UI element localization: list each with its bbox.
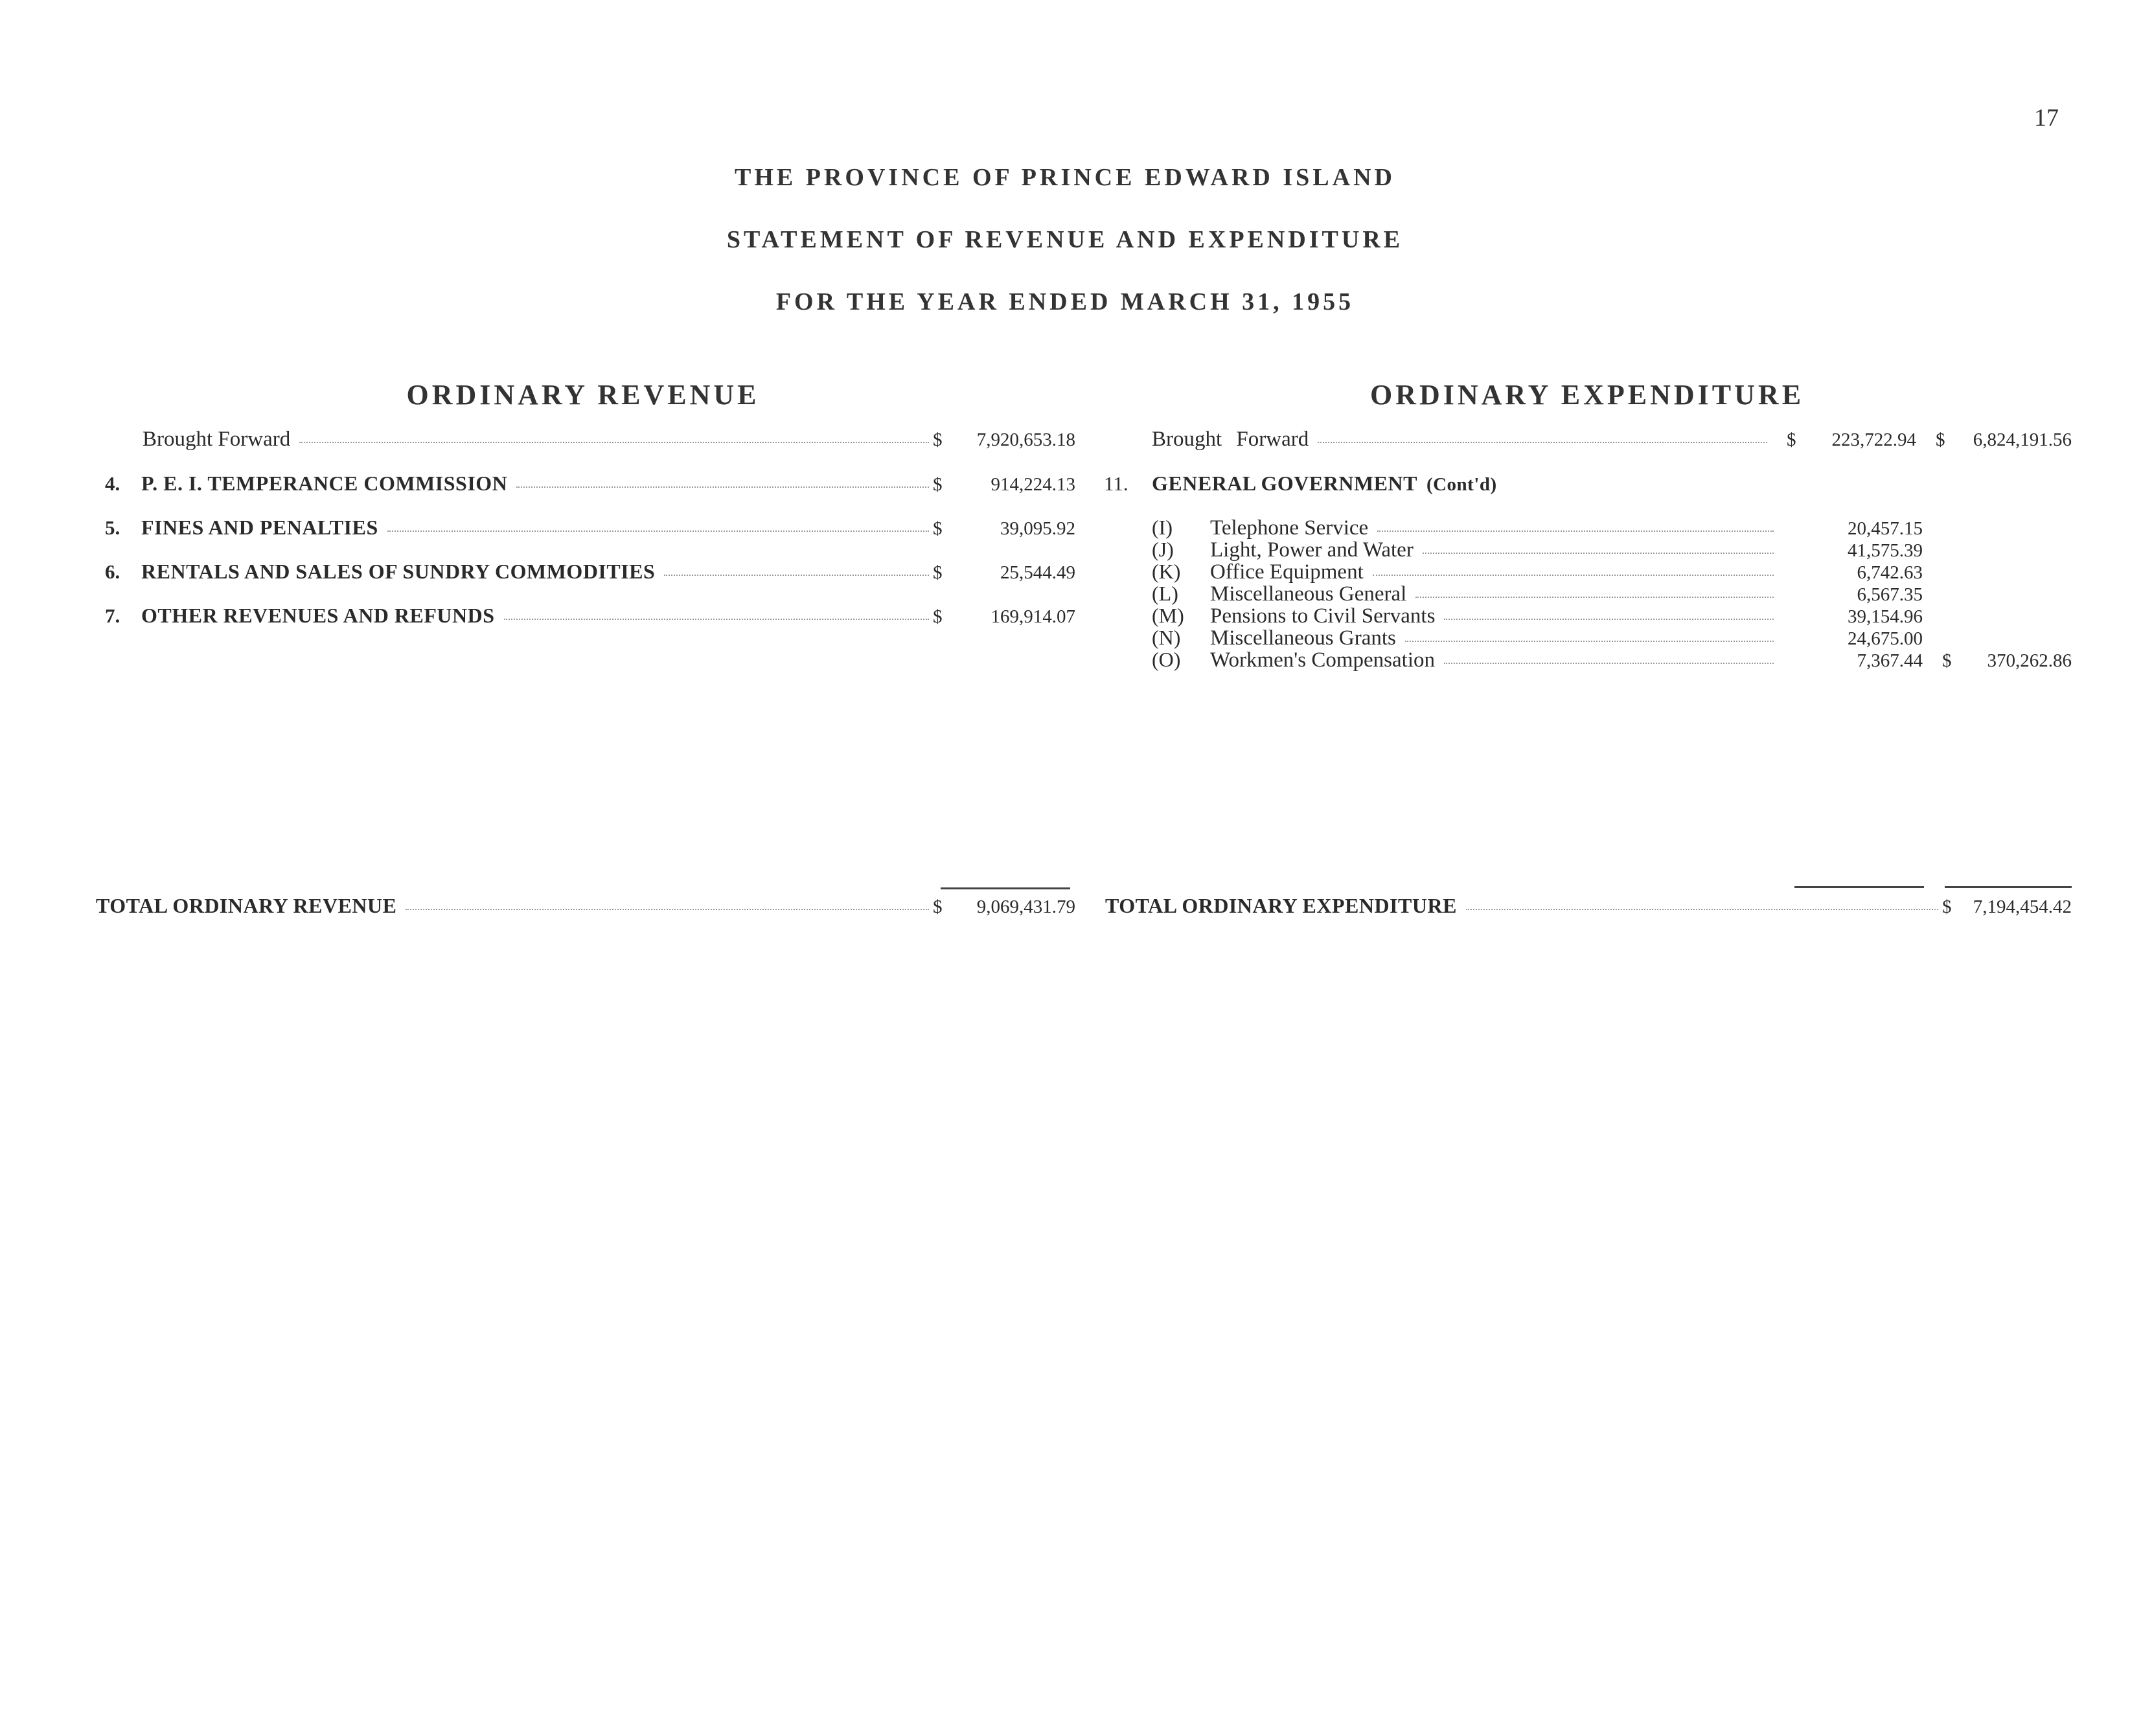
expenditure-section-number: 11. xyxy=(1104,472,1128,495)
expenditure-total xyxy=(1105,894,2072,918)
subitem-amount: 39,154.96 xyxy=(1848,606,1923,627)
revenue-total xyxy=(96,894,1075,918)
expenditure-subitem xyxy=(1152,648,2072,672)
subitem-code: (K) xyxy=(1152,560,1181,583)
revenue-item-amount: 25,544.49 xyxy=(1000,562,1075,583)
currency-sign: $ xyxy=(1787,429,1796,450)
currency-sign: $ xyxy=(933,897,943,917)
revenue-heading: ORDINARY REVENUE xyxy=(406,379,760,411)
subitem-amount: 6,567.35 xyxy=(1857,584,1923,605)
leader-dots xyxy=(1415,597,1774,598)
leader-dots xyxy=(1423,553,1774,554)
subitem-code: (O) xyxy=(1152,648,1181,671)
revenue-item xyxy=(105,516,1075,540)
expenditure-section xyxy=(1104,472,1687,496)
currency-sign: $ xyxy=(933,474,943,495)
expenditure-subitem xyxy=(1152,516,1923,540)
revenue-item-label: OTHER REVENUES AND REFUNDS xyxy=(141,604,495,627)
revenue-item-number: 6. xyxy=(105,560,120,583)
subitem-label: Miscellaneous Grants xyxy=(1210,626,1396,650)
revenue-brought-forward-label: Brought Forward xyxy=(143,428,291,451)
leader-dots xyxy=(1373,575,1774,576)
expenditure-subtotal-rule xyxy=(1794,886,1924,888)
expenditure-section-total: 370,262.86 xyxy=(1987,650,2072,671)
subitem-label: Office Equipment xyxy=(1210,560,1364,584)
expenditure-brought-forward-amount1: 223,722.94 xyxy=(1831,429,1916,450)
revenue-item-number: 4. xyxy=(105,472,120,495)
expenditure-total-rule xyxy=(1945,886,2072,888)
expenditure-subitem xyxy=(1152,582,1923,606)
leader-dots xyxy=(406,909,929,910)
revenue-item-amount: 39,095.92 xyxy=(1000,518,1075,539)
leader-dots xyxy=(1444,663,1774,664)
expenditure-section-suffix: (Cont'd) xyxy=(1426,474,1497,495)
currency-sign: $ xyxy=(933,429,943,450)
expenditure-total-label: TOTAL ORDINARY EXPENDITURE xyxy=(1105,894,1457,917)
subitem-amount: 20,457.15 xyxy=(1848,518,1923,539)
expenditure-subitem xyxy=(1152,538,1923,562)
leader-dots xyxy=(516,486,929,488)
currency-sign: $ xyxy=(933,518,943,539)
leader-dots xyxy=(1405,641,1774,642)
subitem-label: Light, Power and Water xyxy=(1210,538,1414,562)
expenditure-total-amount: 7,194,454.42 xyxy=(1973,897,2072,917)
leader-dots xyxy=(1377,531,1774,532)
revenue-total-label: TOTAL ORDINARY REVENUE xyxy=(96,894,397,917)
subitem-amount: 6,742.63 xyxy=(1857,562,1923,583)
document-period: FOR THE YEAR ENDED MARCH 31, 1955 xyxy=(775,288,1355,315)
revenue-item xyxy=(105,604,1075,628)
leader-dots xyxy=(664,575,929,576)
currency-sign: $ xyxy=(933,562,943,583)
leader-dots xyxy=(299,442,929,443)
leader-dots xyxy=(1444,619,1774,620)
revenue-item xyxy=(105,560,1075,584)
revenue-total-rule xyxy=(941,887,1070,889)
subitem-code: (I) xyxy=(1152,516,1173,539)
expenditure-brought-forward xyxy=(1152,428,2072,451)
subitem-label: Pensions to Civil Servants xyxy=(1210,604,1436,628)
currency-sign: $ xyxy=(933,606,943,627)
revenue-item-label: FINES AND PENALTIES xyxy=(141,516,378,539)
revenue-item-number: 7. xyxy=(105,604,120,627)
revenue-brought-forward-amount: 7,920,653.18 xyxy=(976,429,1075,450)
expenditure-brought-forward-label: Brought Forward xyxy=(1152,428,1309,451)
subitem-amount: 24,675.00 xyxy=(1848,628,1923,649)
expenditure-section-label: GENERAL GOVERNMENT xyxy=(1152,472,1417,495)
leader-dots xyxy=(504,619,929,620)
subitem-amount: 41,575.39 xyxy=(1848,540,1923,561)
subitem-code: (L) xyxy=(1152,582,1178,605)
subitem-label: Miscellaneous General xyxy=(1210,582,1407,606)
document-subtitle: STATEMENT OF REVENUE AND EXPENDITURE xyxy=(726,226,1404,253)
revenue-item-amount: 914,224.13 xyxy=(991,474,1075,495)
subitem-amount: 7,367.44 xyxy=(1857,650,1923,671)
revenue-item-label: RENTALS AND SALES OF SUNDRY COMMODITIES xyxy=(141,560,656,583)
leader-dots xyxy=(387,531,929,532)
expenditure-subitem xyxy=(1152,560,1923,584)
revenue-item xyxy=(105,472,1075,496)
expenditure-heading: ORDINARY EXPENDITURE xyxy=(1369,379,1805,411)
subitem-code: (J) xyxy=(1152,538,1174,561)
subitem-code: (N) xyxy=(1152,626,1181,649)
subitem-label: Telephone Service xyxy=(1210,516,1369,540)
expenditure-subitem xyxy=(1152,604,1923,628)
expenditure-brought-forward-amount2: 6,824,191.56 xyxy=(1973,429,2072,450)
leader-dots xyxy=(1466,909,1938,910)
leader-dots xyxy=(1318,442,1767,443)
revenue-brought-forward xyxy=(143,428,1075,451)
revenue-item-number: 5. xyxy=(105,516,120,539)
page-number: 17 xyxy=(2034,104,2059,131)
revenue-total-amount: 9,069,431.79 xyxy=(976,897,1075,917)
currency-sign: $ xyxy=(1942,650,1952,671)
currency-sign: $ xyxy=(1942,897,1952,917)
subitem-label: Workmen's Compensation xyxy=(1210,648,1435,672)
currency-sign: $ xyxy=(1936,429,1945,450)
revenue-item-amount: 169,914.07 xyxy=(991,606,1075,627)
revenue-item-label: P. E. I. TEMPERANCE COMMISSION xyxy=(141,472,508,495)
expenditure-subitem xyxy=(1152,626,1923,650)
subitem-code: (M) xyxy=(1152,604,1184,627)
document-title: THE PROVINCE OF PRINCE EDWARD ISLAND xyxy=(735,164,1395,191)
